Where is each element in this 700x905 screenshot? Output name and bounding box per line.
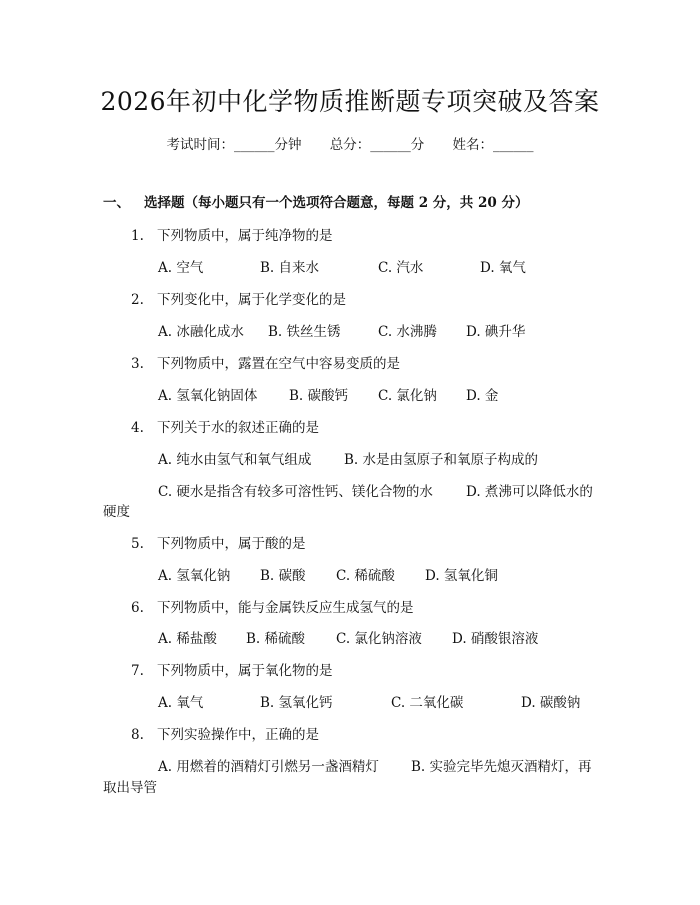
exam-meta (0, 133, 700, 153)
option-b: B. 碳酸钙 (289, 388, 349, 404)
question-6 (131, 596, 414, 616)
option-a: A. 纯水由氢气和氧气组成 (158, 452, 312, 468)
question-text: 下列实验操作中，正确的是 (157, 727, 319, 743)
option-b: B. 实验完毕先熄灭酒精灯，再 (411, 759, 592, 775)
section-heading (103, 191, 528, 211)
option-c: C. 汽水 (378, 260, 424, 276)
option-d: D. 硝酸银溶液 (452, 631, 539, 647)
question-number: 3. (131, 356, 144, 372)
exam-score: 总分：______分 (329, 137, 425, 153)
option-b: B. 自来水 (260, 260, 320, 276)
option-b: B. 铁丝生锈 (268, 324, 341, 340)
question-text: 下列关于水的叙述正确的是 (157, 420, 319, 436)
option-c: C. 氯化钠溶液 (336, 631, 422, 647)
question-text: 下列物质中，属于纯净物的是 (157, 228, 333, 244)
page-title: 2026年初中化学物质推断题专项突破及答案 (100, 87, 600, 116)
option-d: D. 氧气 (480, 260, 526, 276)
question-number: 6. (131, 600, 144, 616)
option-a: A. 冰融化成水 (158, 324, 244, 340)
question-4 (131, 416, 319, 436)
option-d: D. 煮沸可以降低水的 (466, 484, 593, 500)
question-number: 7. (131, 663, 144, 679)
question-text: 下列物质中，属于酸的是 (157, 536, 306, 552)
question-number: 1. (131, 228, 144, 244)
option-b: B. 稀硫酸 (246, 631, 306, 647)
question-number: 2. (131, 292, 144, 308)
option-c: C. 硬水是指含有较多可溶性钙、镁化合物的水 (158, 484, 433, 500)
question-number: 8. (131, 727, 144, 743)
option-a: A. 空气 (158, 260, 204, 276)
option-a: A. 氢氧化钠 (158, 568, 231, 584)
option-c: C. 氯化钠 (378, 388, 437, 404)
question-3 (131, 352, 400, 372)
option-d: D. 金 (466, 388, 499, 404)
option-d-continued: 硬度 (103, 504, 130, 520)
option-d: D. 碘升华 (466, 324, 526, 340)
question-number: 5. (131, 536, 144, 552)
question-text: 下列变化中，属于化学变化的是 (157, 292, 346, 308)
question-text: 下列物质中，能与金属铁反应生成氢气的是 (157, 600, 414, 616)
question-7 (131, 659, 333, 679)
option-c: C. 二氧化碳 (391, 695, 464, 711)
option-d: D. 氢氧化铜 (425, 568, 498, 584)
option-a: A. 稀盐酸 (158, 631, 217, 647)
option-d: D. 碳酸钠 (521, 695, 581, 711)
question-8 (131, 723, 319, 743)
question-5 (131, 532, 306, 552)
option-a: A. 氧气 (158, 695, 204, 711)
option-b: B. 水是由氢原子和氧原子构成的 (344, 452, 539, 468)
option-b: B. 碳酸 (260, 568, 306, 584)
question-text: 下列物质中，属于氧化物的是 (157, 663, 333, 679)
option-a: A. 用燃着的酒精灯引燃另一盏酒精灯 (158, 759, 379, 775)
option-c: C. 水沸腾 (378, 324, 437, 340)
option-b-continued: 取出导管 (103, 780, 157, 796)
section-number: 一、 (103, 195, 130, 211)
section-label: 选择题（每小题只有一个选项符合题意，每题 2 分，共 20 分） (144, 195, 529, 211)
question-1 (131, 224, 333, 244)
option-b: B. 氢氧化钙 (260, 695, 333, 711)
exam-name: 姓名：______ (452, 137, 534, 153)
question-number: 4. (131, 420, 144, 436)
option-c: C. 稀硫酸 (336, 568, 395, 584)
exam-time: 考试时间：______分钟 (166, 137, 302, 153)
question-2 (131, 288, 346, 308)
option-a: A. 氢氧化钠固体 (158, 388, 258, 404)
question-text: 下列物质中，露置在空气中容易变质的是 (157, 356, 400, 372)
